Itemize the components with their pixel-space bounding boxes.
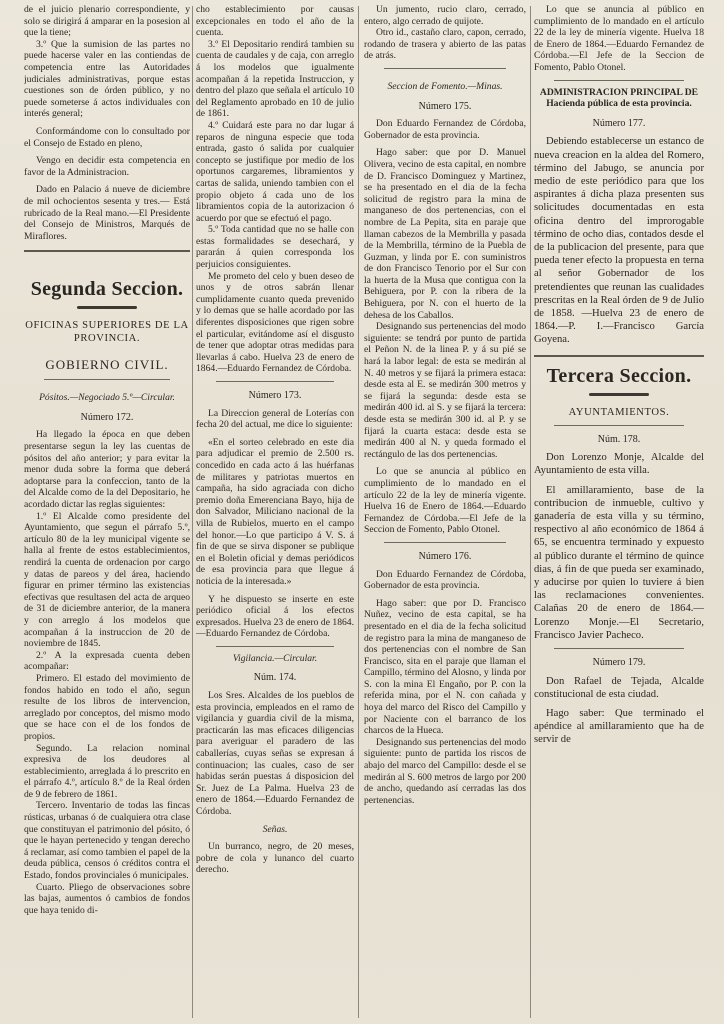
department-heading: Pósitos.—Negociado 5.º—Circular.: [39, 392, 175, 404]
divider: [554, 425, 684, 426]
paragraph: Hago saber: que por D. Manuel Olivera, vecino de esta capital, en nombre de D. Francisco Dominguez y Martinez, se ha presentado en el dia de la fecha solicitud de registro para la mina de manganeso de dos pertenencias, con el nombre de La Pepita, sita en paraje que llaman cabezos de la Membrilla y pasada de la Membrilla, término de la Puebla de Guzman, y linda por E. con suministros de don Francisco Tenorio por el Sur con la huerta de la Musa que contigua con la Behiguera, por P. con la ribera de la Behiguera, por N. con el huerto de la dehesa de los Caballos.: [364, 147, 526, 321]
divider: [384, 68, 506, 69]
paragraph: Segundo. La relacion nominal expresiva de los deudores al establecimiento, arreglada á lo prescrito en el párrafo 4.º, artículo 8.º de la Real órden de 9 de febrero de 1861.: [24, 742, 190, 800]
paragraph: Un burranco, negro, de 20 meses, pobre de cola y lunanco del cuarto derecho.: [196, 841, 354, 876]
paragraph: Hago saber: que por D. Francisco Nuñez, vecino de esta capital, se ha presentado en el dia de la fecha solicitud de registro para la mina de manganeso de dos pertenencias con el nombre de San Francisco, sita en el paraje que llaman el Campillo, término del Alosno, y linda por S. con la mina El Engaño, por P. con la referida mina, por el N. con cañada y hoya del marco del Risco del Campillo y por Naciente con el barranco de los charcos de la Hueca.: [364, 597, 526, 737]
divider: [24, 250, 190, 252]
paragraph: Lo que se anuncia al público en cumplimiento de lo mandado en el artículo 22 de la ley de minería vigente. Huelva 16 de Enero de 1864.—Eduardo Fernandez de Córdoba.—El Jefe de la Seccion de Fomento, Pablo Otonel.: [364, 466, 526, 536]
paragraph: Debiendo establecerse un estanco de nueva creacion en la aldea del Romero, término del Jabugo, se anuncia por medio de este periódico para que los aspirantes á dicha plaza presenten sus solicitudes documentadas en esta oficina dentro del improrogable término de ocho dias, contados desde el de la publicacion del presente, para que pueda tener efecto la propuesta en terna al señor Gobernador de los pretendientes que reunan las cualidades prescritas en la Real órden de 9 de Julio de 1858. —Huelva 23 de enero de 1864.—P. I.—Francisco García Goyena.: [534, 136, 704, 346]
column-rule: [358, 6, 359, 1018]
paragraph: El amillaramiento, base de la contribucion de inmueble, cultivo y ganadería de esta villa y su término, respectivo al año económico de 1864 á 65, se encuentra terminado y expuesto al público durante el término de quince dias, á fin de que pueda ser examinado, y aducirse por quien lo tuviere á bien las reclamaciones convenientes. Calañas 20 de enero de 1864.—Lorenzo Monje.—El Secretario, Francisco Javier Pacheco.: [534, 484, 704, 641]
paragraph: 3.º Que la sumision de las partes no puede hacerse valer en las contiendas de competencia entre las Autoridades judiciales administrativas, porque estas cuestiones son de órden público, y no puede someterse á actos individuales con interés general;: [24, 38, 190, 120]
admin-heading: ADMINISTRACION PRINCIPAL DE Hacienda pública de esta provincia.: [539, 86, 699, 110]
column-4: [534, 4, 704, 1020]
subheading: Señas.: [262, 823, 288, 835]
paragraph: Un jumento, rucio claro, cerrado, entero, algo cerrado de quijote.: [364, 4, 526, 27]
section-title: Segunda Seccion.: [30, 278, 184, 301]
paragraph: Otro id., castaño claro, capon, cerrado, rodando de trasera y abierto de las patas de atrás.: [364, 27, 526, 62]
column-rule: [192, 6, 193, 1018]
notice-number: Número 172.: [80, 411, 134, 423]
divider: [216, 381, 334, 382]
paragraph: Designando sus pertenencias del modo siguiente: se tendrá por punto de partida el Peñon N. de la linea P. y á su pié se hará la labor legal: de esta se medirán al N. 40 metros y se fijará la primera estaca: desde esta al E. se medirán 300 metros y se fijará la segunda: desde esta se medirán 400 id. al S. y se fijará la tercera: desde esta se medirán 300 id. al P. y se fijará la cuarta estaca: desde esta se medirán 400 al N. y queda formado el rectángulo de las dos pertenencias.: [364, 321, 526, 460]
paragraph: 5.º Toda cantidad que no se halle con estas formalidades se desechará, y pararán á quien corresponda los perjuicios consiguientes.: [196, 224, 354, 271]
ornament: [589, 393, 649, 396]
paragraph: Vengo en decidir esta competencia en favor de la Administracion.: [24, 155, 190, 178]
paragraph: Dado en Palacio á nueve de diciembre de mil ochocientos sesenta y tres.— Está rubricado de la Real mano.—El Presidente del Consejo de Ministros, Marqués de Miraflores.: [24, 184, 190, 242]
notice-number: Núm. 178.: [597, 433, 641, 445]
paragraph: La Direccion general de Loterías con fecha 20 del actual, me dice lo siguiente:: [196, 407, 354, 431]
notice-number: Número 179.: [592, 657, 646, 669]
department-heading: Vigilancia.—Circular.: [232, 652, 318, 664]
notice-number: Número 177.: [592, 117, 646, 129]
notice-number: Número 175.: [418, 100, 472, 112]
paragraph: 2.º A la expresada cuenta deben acompañar:: [24, 649, 190, 673]
divider: [44, 379, 170, 380]
office-title: OFICINAS SUPERIORES DE LA PROVINCIA.: [25, 320, 189, 345]
paragraph: Ha llegado la época en que deben presentarse segun la ley las cuentas de pósitos del año anterior; y para evitar la menor duda sobre la forma que deberá adoptarse para la confeccion, tanto de la del Alcalde como de la del Depositario, he acordado dictar las reglas siguientes:: [24, 429, 190, 511]
ornament: [77, 306, 137, 309]
divider: [534, 355, 704, 357]
paragraph: 1.º El Alcalde como presidente del Ayuntamiento, que segun el párrafo 5.º, artículo 80 de la ley municipal vigente se halla al frente de estos establecimientos, rendirá la cuenta de ordenacion por cargo y datas de pareos y del área, haciendo figurar en primer término las existencias efectivas que resultasen del acta de arqueo de 31 de diciembre anterior, de la manera y con arreglo á los modelos que acompañan á la instruccion de 20 de noviembre de 1845.: [24, 510, 190, 650]
paragraph: Don Rafael de Tejada, Alcalde constitucional de esta ciudad.: [534, 675, 704, 700]
paragraph: Y he dispuesto se inserte en este periódico oficial á los efectos expresados. Huelva 23 de enero de 1864.—Eduardo Fernandez de Córdoba.: [196, 593, 354, 640]
paragraph: cho establecimiento por causas excepcionales en todo el año de la cuenta.: [196, 4, 354, 39]
paragraph: «En el sorteo celebrado en este dia para adjudicar el premio de 2.500 rs. concedido en cada acto á las huérfanas de militares y patriotas muertos en campaña, ha sido agraciada con dicho premio doña Emerenciana Bayo, hija de don Salvador, Miliciano nacional de la villa de Rubielos, muerto en el campo del honor.—Lo que participo á V. S. á fin de que se sirva disponer se publique en el Boletin oficial y demas periódicos de esa provincia para que llegue á noticia de la interesada.»: [196, 436, 354, 587]
paragraph: Don Eduardo Fernandez de Córdoba, Gobernador de esta provincia.: [364, 568, 526, 592]
column-1: [24, 4, 190, 1020]
paragraph: Los Sres. Alcaldes de los pueblos de esta provincia, empleados en el ramo de vigilancia y guardia civil de la misma, practicarán las mas eficaces diligencias para averiguar el paradero de las caballerías, cuyas señas se expresan á continuacion; las cuales, caso de ser habidas serán puestas á disposicion del Sr. Juez de La Palma. Huelva 23 de enero de 1864.—Eduardo Fernandez de Córdoba.: [196, 690, 354, 817]
paragraph: Cuarto. Pliego de observaciones sobre las bajas, aumentos ó cambios de fondos que haya tenido di-: [24, 881, 190, 916]
paragraph: Conformándome con lo consultado por el Consejo de Estado en pleno,: [24, 125, 190, 149]
notice-number: Número 176.: [418, 550, 472, 562]
divider: [216, 646, 334, 647]
paragraph: Hago saber: Que terminado el apéndice al amillaramiento que ha de servir de: [534, 708, 704, 746]
divider: [554, 648, 684, 649]
paragraph: Me prometo del celo y buen deseo de unos y de otros sabrán llenar cumplidamente cuanto queda prevenido y lo demas que se halle acordado por las diferentes disposiciones que rigen sobre el particular, evitándome así el disgusto de tener que adoptar otras medidas para llevarlas á cabo. Huelva 23 de enero de 1864.—Eduardo Fernandez de Córdoba.: [196, 270, 354, 375]
column-rule: [530, 6, 531, 1018]
paragraph: de el juicio plenario correspondiente, y solo se dirigirá á amparar en la posesion al que la tiene;: [24, 4, 190, 39]
column-2: [196, 4, 354, 1020]
ayuntamientos-heading: AYUNTAMIENTOS.: [568, 406, 670, 418]
notice-number: Núm. 174.: [253, 672, 297, 684]
paragraph: Don Lorenzo Monje, Alcalde del Ayuntamiento de esta villa.: [534, 452, 704, 477]
column-3: [364, 4, 526, 1020]
paragraph: Don Eduardo Fernandez de Córdoba, Gobernador de esta provincia.: [364, 118, 526, 141]
paragraph: 4.º Cuidará este para no dar lugar á reparos de ninguna especie que toda entrada, gasto ó salida por cualquier concepto se justifique por medio de los oportunos cargaremes, libramientos y cartas de salida, uniendo tambien con el propio objeto á cada uno de los libramientos copia de la autorizacion ó acuerdo por que se efectuó el pago.: [196, 119, 354, 224]
paragraph: 3.º El Depositario rendirá tambien su cuenta de caudales y de caja, con arreglo á los modelos que igualmente acompañan á la repetida Instruccion, y dentro del plazo que señala el artículo 10 del Reglamento aprobado en 10 de julio de 1861.: [196, 38, 354, 120]
divider: [554, 80, 684, 81]
paragraph: Tercero. Inventario de todas las fincas rústicas, urbanas ó de cualquiera otra clase que constituyan el patrimonio del pósito, ó que le hayan pertenecido y tengan derecho á reclamar, así como tambien el papel de la deuda pública, censos ó créditos contra el Estado, fondos provinciales ó municipales.: [24, 800, 190, 882]
paragraph: Primero. El estado del movimiento de fondos habido en todo el año, segun resulte de los libros de intervencion, arreglado por conceptos, del mismo modo que se hace con el de los fondos de propios.: [24, 672, 190, 742]
section-title: Tercera Seccion.: [546, 364, 692, 387]
department-heading: Seccion de Fomento.—Minas.: [387, 80, 503, 92]
paragraph: Lo que se anuncia al público en cumplimiento de lo mandado en el artículo 22 de la ley de minería vigente. Huelva 18 de Enero de 1864.—Eduardo Fernandez de Córdoba.—El Jefe de la Seccion de Fomento, Pablo Otonel.: [534, 4, 704, 73]
notice-number: Número 173.: [248, 390, 302, 401]
divider: [384, 542, 506, 543]
paragraph: Designando sus pertenencias del modo siguiente: punto de partida los riscos de abajo del marco del Campillo: desde el se medirán al S. 600 metros de largo por 200 de ancho, quedando así cerradas las dos pertenencias.: [364, 736, 526, 806]
gov-title: GOBIERNO CIVIL.: [45, 357, 169, 373]
